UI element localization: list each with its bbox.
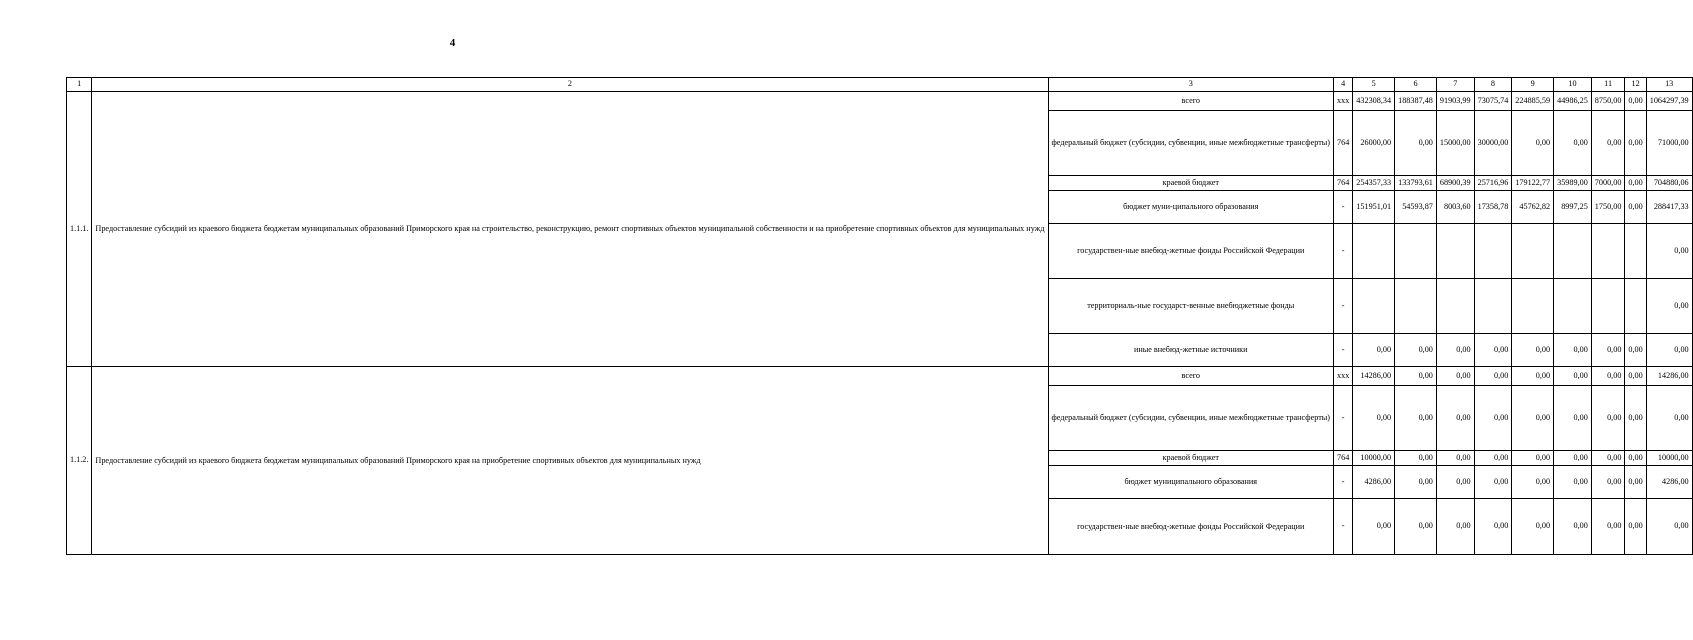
amount-cell: 44986,25	[1554, 92, 1592, 111]
amount-cell: 0,00	[1625, 176, 1646, 191]
amount-cell: 0,00	[1625, 92, 1646, 111]
amount-cell: 0,00	[1625, 451, 1646, 466]
amount-cell: 0,00	[1436, 499, 1474, 555]
amount-cell	[1353, 279, 1395, 334]
budget-code: 764	[1334, 451, 1353, 466]
amount-cell: 17358,78	[1474, 191, 1512, 224]
amount-cell: 0,00	[1554, 111, 1592, 176]
amount-cell: 0,00	[1625, 191, 1646, 224]
amount-cell: 0,00	[1353, 499, 1395, 555]
budget-code: 764	[1334, 176, 1353, 191]
total-cell: 0,00	[1646, 386, 1692, 451]
amount-cell: 151951,01	[1353, 191, 1395, 224]
amount-cell: 0,00	[1554, 367, 1592, 386]
amount-cell: 0,00	[1554, 451, 1592, 466]
amount-cell: 188387,48	[1395, 92, 1437, 111]
total-cell: 1064297,39	[1646, 92, 1692, 111]
amount-cell: 35989,00	[1554, 176, 1592, 191]
total-cell: 0,00	[1646, 334, 1692, 367]
amount-cell: 0,00	[1591, 386, 1625, 451]
amount-cell	[1512, 224, 1554, 279]
column-header: 8	[1474, 78, 1512, 92]
column-header: 1	[67, 78, 92, 92]
budget-code: -	[1334, 466, 1353, 499]
item-name: Предоставление субсидий из краевого бюджета бюджетам муниципальных образований Приморского края на строительство, реконструкцию, ремонт спортивных объектов муниципальной собственности и на приобретение спортивных объектов для муниципальных нужд	[92, 92, 1048, 367]
funding-source: всего	[1048, 92, 1334, 111]
funding-source: бюджет муниципального образования	[1048, 466, 1334, 499]
amount-cell: 224885,59	[1512, 92, 1554, 111]
amount-cell	[1395, 224, 1437, 279]
amount-cell: 0,00	[1436, 451, 1474, 466]
total-cell: 14286,00	[1646, 367, 1692, 386]
amount-cell: 0,00	[1625, 386, 1646, 451]
amount-cell: 179122,77	[1512, 176, 1554, 191]
amount-cell	[1554, 224, 1592, 279]
amount-cell: 0,00	[1512, 466, 1554, 499]
amount-cell	[1474, 279, 1512, 334]
amount-cell: 0,00	[1625, 111, 1646, 176]
amount-cell	[1436, 279, 1474, 334]
amount-cell: 0,00	[1395, 386, 1437, 451]
amount-cell: 0,00	[1591, 451, 1625, 466]
amount-cell: 0,00	[1625, 499, 1646, 555]
amount-cell: 254357,33	[1353, 176, 1395, 191]
table-row	[67, 367, 1693, 386]
amount-cell: 8750,00	[1591, 92, 1625, 111]
amount-cell: 0,00	[1353, 334, 1395, 367]
column-header: 4	[1334, 78, 1353, 92]
amount-cell	[1554, 279, 1592, 334]
budget-code: -	[1334, 499, 1353, 555]
amount-cell: 0,00	[1625, 334, 1646, 367]
amount-cell: 0,00	[1625, 367, 1646, 386]
amount-cell: 0,00	[1591, 466, 1625, 499]
amount-cell: 1750,00	[1591, 191, 1625, 224]
amount-cell: 0,00	[1512, 111, 1554, 176]
funding-source: государствен-ные внебюд-жетные фонды Российской Федерации	[1048, 224, 1334, 279]
amount-cell: 0,00	[1512, 499, 1554, 555]
amount-cell: 0,00	[1353, 386, 1395, 451]
amount-cell: 0,00	[1436, 334, 1474, 367]
amount-cell: 0,00	[1395, 367, 1437, 386]
amount-cell: 54593,87	[1395, 191, 1437, 224]
amount-cell: 0,00	[1474, 334, 1512, 367]
total-cell: 71000,00	[1646, 111, 1692, 176]
amount-cell: 0,00	[1512, 367, 1554, 386]
amount-cell: 0,00	[1395, 111, 1437, 176]
amount-cell	[1591, 279, 1625, 334]
budget-code: -	[1334, 191, 1353, 224]
column-header: 11	[1591, 78, 1625, 92]
amount-cell: 0,00	[1591, 367, 1625, 386]
amount-cell: 0,00	[1591, 499, 1625, 555]
funding-source: всего	[1048, 367, 1334, 386]
column-header: 3	[1048, 78, 1334, 92]
column-header: 6	[1395, 78, 1437, 92]
amount-cell	[1395, 279, 1437, 334]
column-header: 12	[1625, 78, 1646, 92]
table-row	[67, 92, 1693, 111]
total-cell: 0,00	[1646, 279, 1692, 334]
budget-code: -	[1334, 279, 1353, 334]
amount-cell: 0,00	[1436, 466, 1474, 499]
amount-cell: 0,00	[1474, 451, 1512, 466]
amount-cell	[1625, 224, 1646, 279]
amount-cell	[1353, 224, 1395, 279]
total-cell: 704880,06	[1646, 176, 1692, 191]
amount-cell: 8997,25	[1554, 191, 1592, 224]
amount-cell: 73075,74	[1474, 92, 1512, 111]
financing-table	[66, 77, 1693, 555]
amount-cell: 10000,00	[1353, 451, 1395, 466]
amount-cell: 14286,00	[1353, 367, 1395, 386]
funding-source: краевой бюджет	[1048, 176, 1334, 191]
amount-cell: 25716,96	[1474, 176, 1512, 191]
page-number: 4	[449, 37, 456, 49]
column-header: 2	[92, 78, 1048, 92]
funding-source: государствен-ные внебюд-жетные фонды Российской Федерации	[1048, 499, 1334, 555]
item-code: 1.1.1.	[67, 92, 92, 367]
funding-source: территориаль-ные государст-венные внебюджетные фонды	[1048, 279, 1334, 334]
funding-source: федеральный бюджет (субсидии, субвенции, иные межбюджетные трансферты)	[1048, 111, 1334, 176]
total-cell: 10000,00	[1646, 451, 1692, 466]
amount-cell: 0,00	[1554, 499, 1592, 555]
amount-cell	[1512, 279, 1554, 334]
header-row	[67, 78, 1693, 92]
funding-source: федеральный бюджет (субсидии, субвенции, иные межбюджетные трансферты)	[1048, 386, 1334, 451]
budget-code: ххх	[1334, 367, 1353, 386]
budget-code: -	[1334, 224, 1353, 279]
amount-cell	[1625, 279, 1646, 334]
funding-source: иные внебюд-жетные источники	[1048, 334, 1334, 367]
budget-code: -	[1334, 386, 1353, 451]
total-cell: 288417,33	[1646, 191, 1692, 224]
amount-cell: 0,00	[1474, 499, 1512, 555]
amount-cell: 4286,00	[1353, 466, 1395, 499]
amount-cell: 0,00	[1625, 466, 1646, 499]
amount-cell: 15000,00	[1436, 111, 1474, 176]
amount-cell: 0,00	[1436, 367, 1474, 386]
amount-cell	[1436, 224, 1474, 279]
amount-cell: 0,00	[1591, 111, 1625, 176]
total-cell: 0,00	[1646, 224, 1692, 279]
column-header: 9	[1512, 78, 1554, 92]
amount-cell: 0,00	[1474, 386, 1512, 451]
total-cell: 4286,00	[1646, 466, 1692, 499]
budget-code: 764	[1334, 111, 1353, 176]
funding-source: краевой бюджет	[1048, 451, 1334, 466]
total-cell: 0,00	[1646, 499, 1692, 555]
amount-cell: 26000,00	[1353, 111, 1395, 176]
amount-cell: 91903,99	[1436, 92, 1474, 111]
table-body	[67, 78, 1693, 555]
amount-cell: 0,00	[1395, 499, 1437, 555]
amount-cell: 0,00	[1395, 334, 1437, 367]
amount-cell: 68900,39	[1436, 176, 1474, 191]
budget-code: ххх	[1334, 92, 1353, 111]
amount-cell: 0,00	[1436, 386, 1474, 451]
item-name: Предоставление субсидий из краевого бюджета бюджетам муниципальных образований Приморского края на приобретение спортивных объектов для муниципальных нужд	[92, 367, 1048, 555]
amount-cell: 0,00	[1512, 386, 1554, 451]
column-header: 13	[1646, 78, 1692, 92]
amount-cell: 30000,00	[1474, 111, 1512, 176]
amount-cell: 0,00	[1512, 334, 1554, 367]
amount-cell: 0,00	[1474, 367, 1512, 386]
funding-source: бюджет муни-ципального образования	[1048, 191, 1334, 224]
item-code: 1.1.2.	[67, 367, 92, 555]
amount-cell: 8003,60	[1436, 191, 1474, 224]
amount-cell: 133793,61	[1395, 176, 1437, 191]
amount-cell: 0,00	[1591, 334, 1625, 367]
amount-cell: 45762,82	[1512, 191, 1554, 224]
column-header: 7	[1436, 78, 1474, 92]
amount-cell	[1591, 224, 1625, 279]
amount-cell: 0,00	[1554, 466, 1592, 499]
column-header: 10	[1554, 78, 1592, 92]
amount-cell: 0,00	[1395, 466, 1437, 499]
amount-cell: 0,00	[1474, 466, 1512, 499]
amount-cell: 0,00	[1554, 386, 1592, 451]
amount-cell: 0,00	[1512, 451, 1554, 466]
amount-cell: 432308,34	[1353, 92, 1395, 111]
amount-cell: 7000,00	[1591, 176, 1625, 191]
budget-code: -	[1334, 334, 1353, 367]
column-header: 5	[1353, 78, 1395, 92]
amount-cell	[1474, 224, 1512, 279]
amount-cell: 0,00	[1395, 451, 1437, 466]
amount-cell: 0,00	[1554, 334, 1592, 367]
